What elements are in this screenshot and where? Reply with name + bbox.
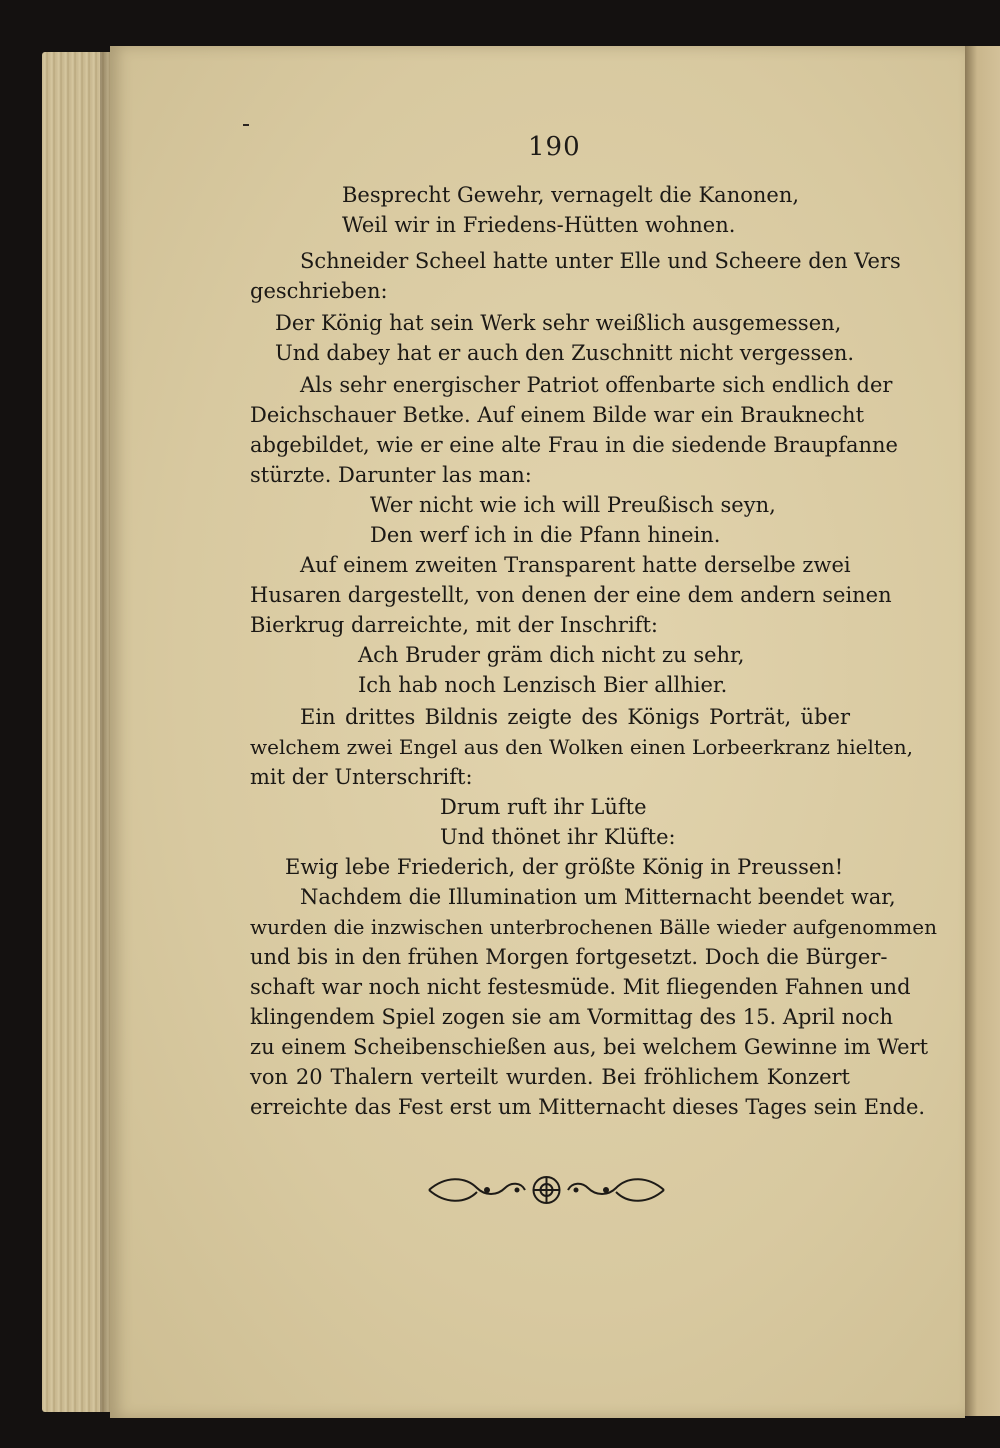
text-line: stürzte. Darunter las man: <box>250 463 532 487</box>
text-line: schaft war noch nicht festesmüde. Mit fliegenden Fahnen und <box>250 975 911 999</box>
text-line: Deichschauer Betke. Auf einem Bilde war ein Brauknecht <box>250 403 865 427</box>
page-speck <box>243 124 249 126</box>
text-line: Weil wir in Friedens-Hütten wohnen. <box>342 213 736 237</box>
text-line: Auf einem zweiten Transparent hatte derselbe zwei <box>300 553 851 577</box>
text-line: Nachdem die Illumination um Mitternacht beendet war, <box>300 885 896 909</box>
text-line: Husaren dargestellt, von denen der eine dem andern seinen <box>250 583 892 607</box>
text-line: abgebildet, wie er eine alte Frau in die siedende Braupfanne <box>250 433 898 457</box>
text-line: Den werf ich in die Pfann hinein. <box>370 523 721 547</box>
text-line: Besprecht Gewehr, vernagelt die Kanonen, <box>342 183 800 207</box>
text-line: von 20 Thalern verteilt wurden. Bei fröhlichem Konzert <box>250 1065 850 1089</box>
facing-page-sliver <box>962 46 1000 1416</box>
text-line: Schneider Scheel hatte unter Elle und Scheere den Vers <box>300 249 901 273</box>
text-line: klingendem Spiel zogen sie am Vormittag des 15. April noch <box>250 1005 894 1029</box>
text-line: Der König hat sein Werk sehr weißlich ausgemessen, <box>275 311 842 335</box>
text-line: Bierkrug darreichte, mit der Inschrift: <box>250 613 658 637</box>
text-line: Ein drittes Bildnis zeigte des Königs Porträt, über <box>300 705 850 729</box>
text-line: Drum ruft ihr Lüfte <box>440 795 647 819</box>
text-line: Ach Bruder gräm dich nicht zu sehr, <box>358 643 745 667</box>
text-line: wurden die inzwischen unterbrochenen Bälle wieder aufgenommen <box>250 915 937 939</box>
text-line: Und thönet ihr Klüfte: <box>440 825 676 849</box>
text-line: Ewig lebe Friederich, der größte König in Preussen! <box>285 855 844 879</box>
text-line: welchem zwei Engel aus den Wolken einen Lorbeerkranz hielten, <box>250 735 913 759</box>
text-line: zu einem Scheibenschießen aus, bei welchem Gewinne im Wert <box>250 1035 929 1059</box>
text-line: Ich hab noch Lenzisch Bier allhier. <box>358 673 728 697</box>
text-line: und bis in den frühen Morgen fortgesetzt. Doch die Bürger- <box>250 945 888 969</box>
text-line: geschrieben: <box>250 279 388 303</box>
page-number: 190 <box>528 132 581 162</box>
text-line: Wer nicht wie ich will Preußisch seyn, <box>370 493 776 517</box>
decorative-tailpiece-icon <box>425 1170 668 1210</box>
text-line: Als sehr energischer Patriot offenbarte sich endlich der <box>300 373 893 397</box>
text-line: Und dabey hat er auch den Zuschnitt nicht vergessen. <box>275 341 855 365</box>
text-line: mit der Unterschrift: <box>250 765 473 789</box>
text-line: erreichte das Fest erst um Mitternacht dieses Tages sein Ende. <box>250 1095 926 1119</box>
